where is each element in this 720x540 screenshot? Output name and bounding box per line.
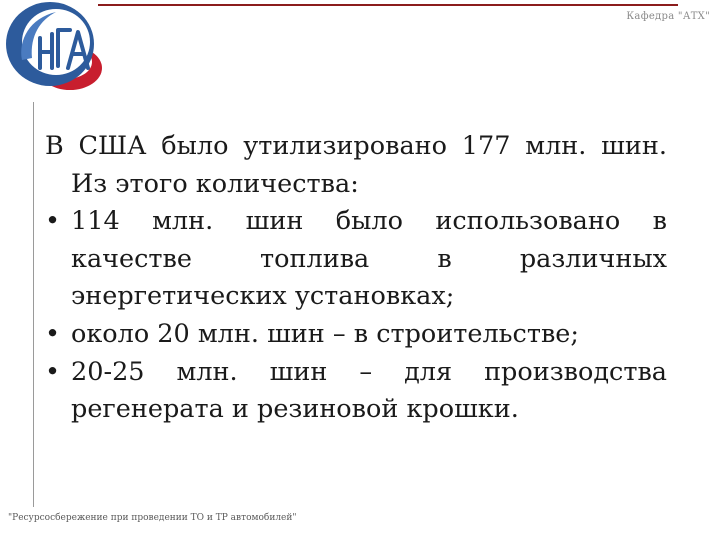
bullet-text-3: 20-25 млн. шин – для производства регенерата и резиновой крошки. [71,356,667,425]
bullet-dot: • [45,356,61,387]
slide-body [45,128,667,429]
left-rule [33,102,34,507]
bullet-text-2: около 20 млн. шин – в строительстве; [71,318,579,349]
bullet-dot: • [45,318,61,349]
bullet-dot: • [45,206,61,237]
bullet-item-1 [45,203,667,316]
bullet-item-3 [45,354,667,429]
bullet-item-2 [45,316,667,354]
intro-paragraph: В США было утилизировано 177 млн. шин. Из этого количества: [45,131,667,199]
department-label: Кафедра "АТХ" [626,11,710,22]
institution-logo [0,0,115,100]
footer-caption: "Ресурсосбережение при проведении ТО и ТР автомобилей" [8,513,297,523]
header-rule [98,4,678,6]
bullet-text-1: 114 млн. шин было использовано в качестве топлива в различных энергетических установках; [71,206,667,312]
